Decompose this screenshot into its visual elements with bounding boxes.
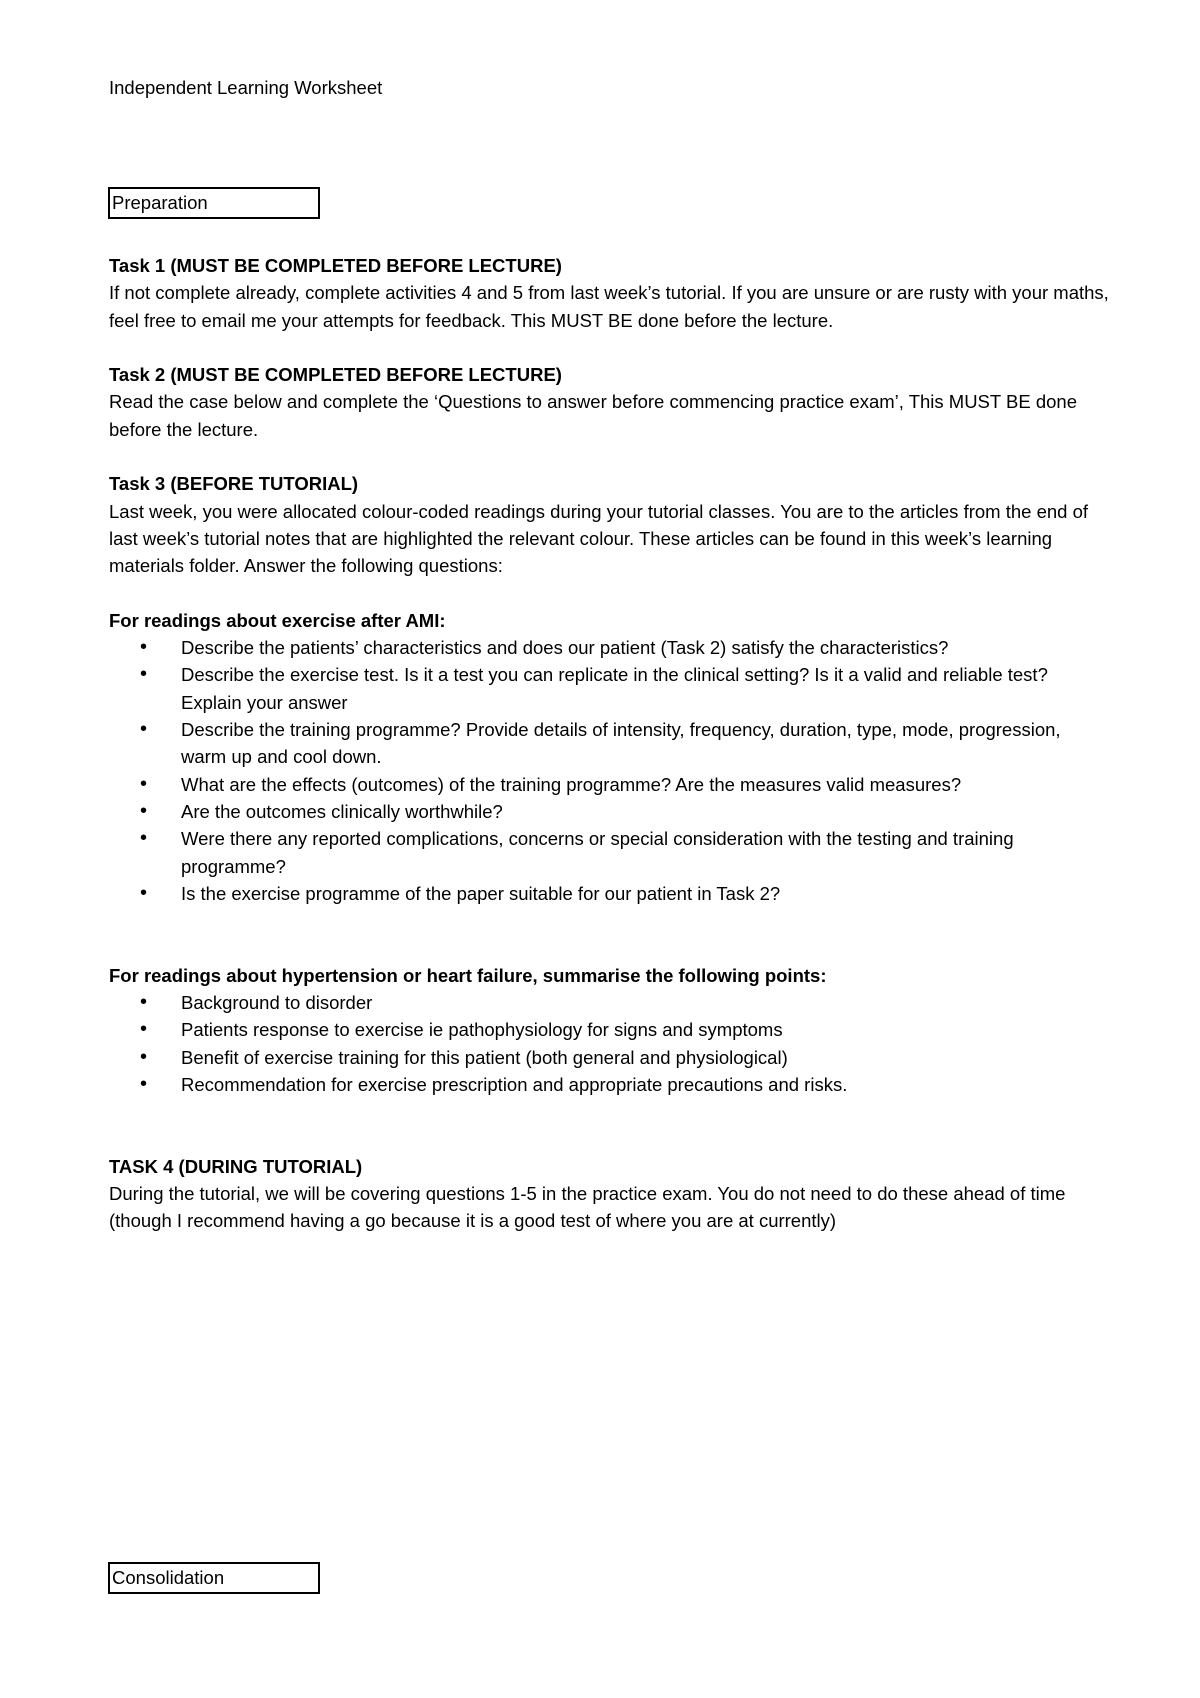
worksheet-content [109, 252, 1109, 1235]
task3-body: Last week, you were allocated colour-coded readings during your tutorial classes. You are to the articles from the end of last week’s tutorial notes that are highlighted the relevant colour. These articles can be found in this week’s learning materials folder. Answer the following questions: [109, 500, 1089, 577]
ami-questions-list [109, 634, 1109, 907]
task1-heading: Task 1 (MUST BE COMPLETED BEFORE LECTURE) [109, 255, 562, 276]
list-item: • Were there any reported complications, concerns or special consideration with the testing and training programme? [109, 825, 1109, 880]
list-item: • Describe the training programme? Provide details of intensity, frequency, duration, type, mode, progression, warm up and cool down. [109, 716, 1109, 771]
task2-heading: Task 2 (MUST BE COMPLETED BEFORE LECTURE) [109, 364, 562, 386]
list-item: • Is the exercise programme of the paper suitable for our patient in Task 2? [109, 880, 1109, 907]
document-title: Independent Learning Worksheet [109, 77, 383, 98]
preparation-section-box: Preparation [108, 187, 320, 219]
list-item: • Are the outcomes clinically worthwhile? [109, 798, 1109, 825]
list-item: • Describe the patients’ characteristics and does our patient (Task 2) satisfy the characteristics? [109, 634, 1109, 661]
consolidation-section-box: Consolidation [108, 1562, 320, 1594]
ami-readings-heading: For readings about exercise after AMI: [109, 609, 446, 631]
list-item: • Recommendation for exercise prescription and appropriate precautions and risks. [109, 1071, 1109, 1098]
list-item: • Benefit of exercise training for this patient (both general and physiological) [109, 1044, 1109, 1071]
list-item: • What are the effects (outcomes) of the training programme? Are the measures valid measures? [109, 771, 1109, 798]
list-item: • Background to disorder [109, 989, 1109, 1016]
task1-body: If not complete already, complete activities 4 and 5 from last week’s tutorial. If you are unsure or are rusty with your maths, feel free to email me your attempts for feedback. This MUST BE done before the lecture. [109, 282, 1109, 331]
task4-body: During the tutorial, we will be covering questions 1-5 in the practice exam. You do not need to do these ahead of time (though I recommend having a go because it is a good test of where you are at currently) [109, 1183, 1066, 1232]
list-item: • Patients response to exercise ie pathophysiology for signs and symptoms [109, 1016, 1109, 1043]
hf-points-list [109, 989, 1109, 1098]
task4-heading: TASK 4 (DURING TUTORIAL) [109, 1155, 363, 1177]
task2-body: Read the case below and complete the ‘Questions to answer before commencing practice exam’, This MUST BE done before the lecture. [109, 391, 1077, 440]
hf-readings-heading: For readings about hypertension or heart failure, summarise the following points: [109, 964, 827, 986]
list-item: • Describe the exercise test. Is it a test you can replicate in the clinical setting? Is it a valid and reliable test? Explain your answer [109, 661, 1109, 716]
task3-heading: Task 3 (BEFORE TUTORIAL) [109, 473, 359, 495]
